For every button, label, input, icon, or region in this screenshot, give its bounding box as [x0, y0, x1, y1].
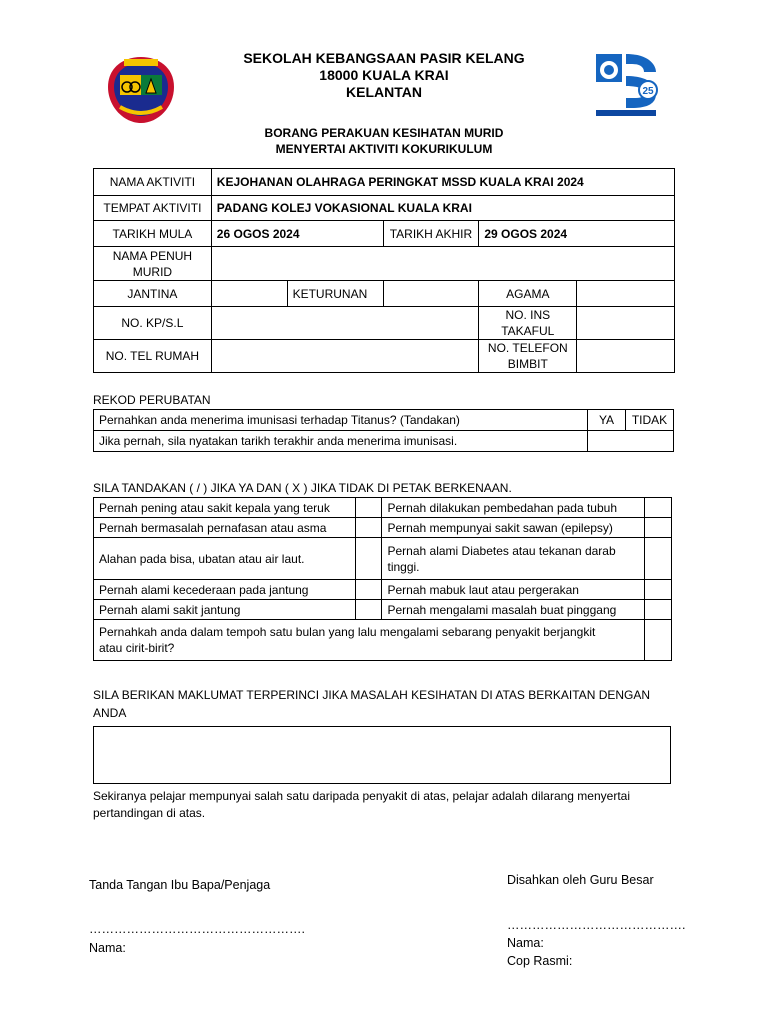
nama-penuh-label: [94, 247, 212, 281]
checkbox-cell[interactable]: [645, 580, 672, 600]
nama-penuh-label-line-2: MURID: [132, 264, 173, 279]
keturunan-label: KETURUNAN: [287, 281, 383, 307]
warning-note-line-1: Sekiranya pelajar mempunyai salah satu daripada penyakit di atas, pelajar adalah dilarang menyertai: [93, 789, 630, 803]
jantina-field[interactable]: [211, 281, 287, 307]
tarikh-mula-value: 26 OGOS 2024: [211, 221, 383, 247]
kp-label: NO. KP/S.L: [94, 307, 212, 340]
checkbox-cell[interactable]: [355, 580, 382, 600]
form-title-line-1: BORANG PERAKUAN KESIHATAN MURID: [264, 126, 504, 140]
checkbox-cell[interactable]: [645, 518, 672, 538]
agama-label: AGAMA: [479, 281, 577, 307]
imunisasi-date-field[interactable]: [588, 431, 674, 452]
checklist-item: Pernah alami sakit jantung: [94, 600, 356, 620]
tarikh-akhir-label: TARIKH AKHIR: [383, 221, 479, 247]
checkbox-cell[interactable]: [645, 600, 672, 620]
student-info-table: [93, 168, 675, 373]
ya-label: YA: [588, 410, 626, 431]
parent-signature-label: Tanda Tangan Ibu Bapa/Penjaga: [89, 878, 271, 892]
official-stamp-label: Cop Rasmi:: [507, 954, 573, 968]
checkbox-cell[interactable]: [355, 600, 382, 620]
tel-rumah-field[interactable]: [211, 340, 479, 373]
agama-field[interactable]: [577, 281, 675, 307]
school-address-2: KELANTAN: [346, 84, 422, 100]
keturunan-field[interactable]: [383, 281, 479, 307]
ins-label-line-1: NO. INS: [505, 308, 551, 322]
tel-bimbit-label-line-1: NO. TELEFON: [487, 341, 568, 355]
tel-bimbit-label-line-2: BIMBIT: [507, 357, 548, 371]
checklist-heading: SILA TANDAKAN ( / ) JIKA YA DAN ( X ) JIKA TIDAK DI PETAK BERKENAAN.: [93, 481, 512, 495]
checklist-item: Pernah mabuk laut atau pergerakan: [382, 580, 645, 600]
tidak-label: TIDAK: [625, 410, 673, 431]
tarikh-mula-label: TARIKH MULA: [94, 221, 212, 247]
checkbox-cell[interactable]: [645, 538, 672, 580]
ins-label-line-2: TAKAFUL: [501, 324, 555, 338]
parent-signature-line: …………………………………………….: [89, 922, 305, 936]
details-heading-line-2: ANDA: [93, 706, 127, 720]
tel-bimbit-field[interactable]: [577, 340, 675, 373]
checklist-item-line-2: tinggi.: [387, 559, 420, 574]
nama-penuh-label-line-1: NAMA PENUH: [112, 248, 193, 263]
parent-name-label: Nama:: [89, 941, 126, 955]
checkbox-cell[interactable]: [355, 518, 382, 538]
checkbox-cell[interactable]: [645, 620, 672, 661]
ins-takaful-label: [479, 307, 577, 340]
headmaster-name-label: Nama:: [507, 936, 544, 950]
ins-takaful-field[interactable]: [577, 307, 675, 340]
school-address-1: 18000 KUALA KRAI: [319, 67, 449, 83]
checklist-item-berjangkit: [94, 620, 645, 661]
jantina-label: JANTINA: [94, 281, 212, 307]
checkbox-cell[interactable]: [645, 498, 672, 518]
checklist-item: Pernah pening atau sakit kepala yang teruk: [94, 498, 356, 518]
checklist-item: Pernah dilakukan pembedahan pada tubuh: [382, 498, 645, 518]
checkbox-cell[interactable]: [355, 498, 382, 518]
checklist-item: Pernah bermasalah pernafasan atau asma: [94, 518, 356, 538]
nama-aktiviti-value: KEJOHANAN OLAHRAGA PERINGKAT MSSD KUALA KRAI 2024: [211, 169, 674, 196]
tempat-aktiviti-value: PADANG KOLEJ VOKASIONAL KUALA KRAI: [211, 196, 674, 221]
checklist-item: Pernah mempunyai sakit sawan (epilepsy): [382, 518, 645, 538]
warning-note-line-2: pertandingan di atas.: [93, 806, 206, 820]
health-checklist-table: [93, 497, 672, 661]
checklist-item: Pernah mengalami masalah buat pinggang: [382, 600, 645, 620]
tarikh-akhir-value: 29 OGOS 2024: [479, 221, 675, 247]
imunisasi-date-question: Jika pernah, sila nyatakan tarikh terakhir anda menerima imunisasi.: [94, 431, 588, 452]
medical-record-table: [93, 409, 674, 452]
imunisasi-question: Pernahkan anda menerima imunisasi terhadap Titanus? (Tandakan): [94, 410, 588, 431]
school-name: SEKOLAH KEBANGSAAN PASIR KELANG: [243, 50, 525, 66]
checkbox-cell[interactable]: [355, 538, 382, 580]
checklist-item: [382, 538, 645, 580]
details-textbox[interactable]: [93, 726, 671, 784]
checklist-item: Pernah alami kecederaan pada jantung: [94, 580, 356, 600]
checklist-item: Alahan pada bisa, ubatan atau air laut.: [94, 538, 356, 580]
tel-rumah-label: NO. TEL RUMAH: [94, 340, 212, 373]
logo-25-text: 25: [642, 86, 654, 97]
checklist-item-line-2: atau cirit-birit?: [99, 641, 175, 655]
checklist-item-line-1: Pernah alami Diabetes atau tekanan darab: [387, 543, 616, 558]
tempat-aktiviti-label: TEMPAT AKTIVITI: [94, 196, 212, 221]
tel-bimbit-label: [479, 340, 577, 373]
nama-aktiviti-label: NAMA AKTIVITI: [94, 169, 212, 196]
nama-penuh-field[interactable]: [211, 247, 674, 281]
form-title-line-2: MENYERTAI AKTIVITI KOKURIKULUM: [275, 142, 493, 156]
headmaster-signature-line: …………………………………….: [507, 918, 686, 932]
rekod-perubatan-heading: REKOD PERUBATAN: [93, 393, 211, 407]
details-heading-line-1: SILA BERIKAN MAKLUMAT TERPERINCI JIKA MASALAH KESIHATAN DI ATAS BERKAITAN DENGAN: [93, 688, 651, 702]
checklist-item-line-1: Pernahkah anda dalam tempoh satu bulan yang lalu mengalami sebarang penyakit berjangkit: [99, 625, 596, 639]
kp-field[interactable]: [211, 307, 479, 340]
headmaster-signature-label: Disahkan oleh Guru Besar: [507, 873, 654, 887]
